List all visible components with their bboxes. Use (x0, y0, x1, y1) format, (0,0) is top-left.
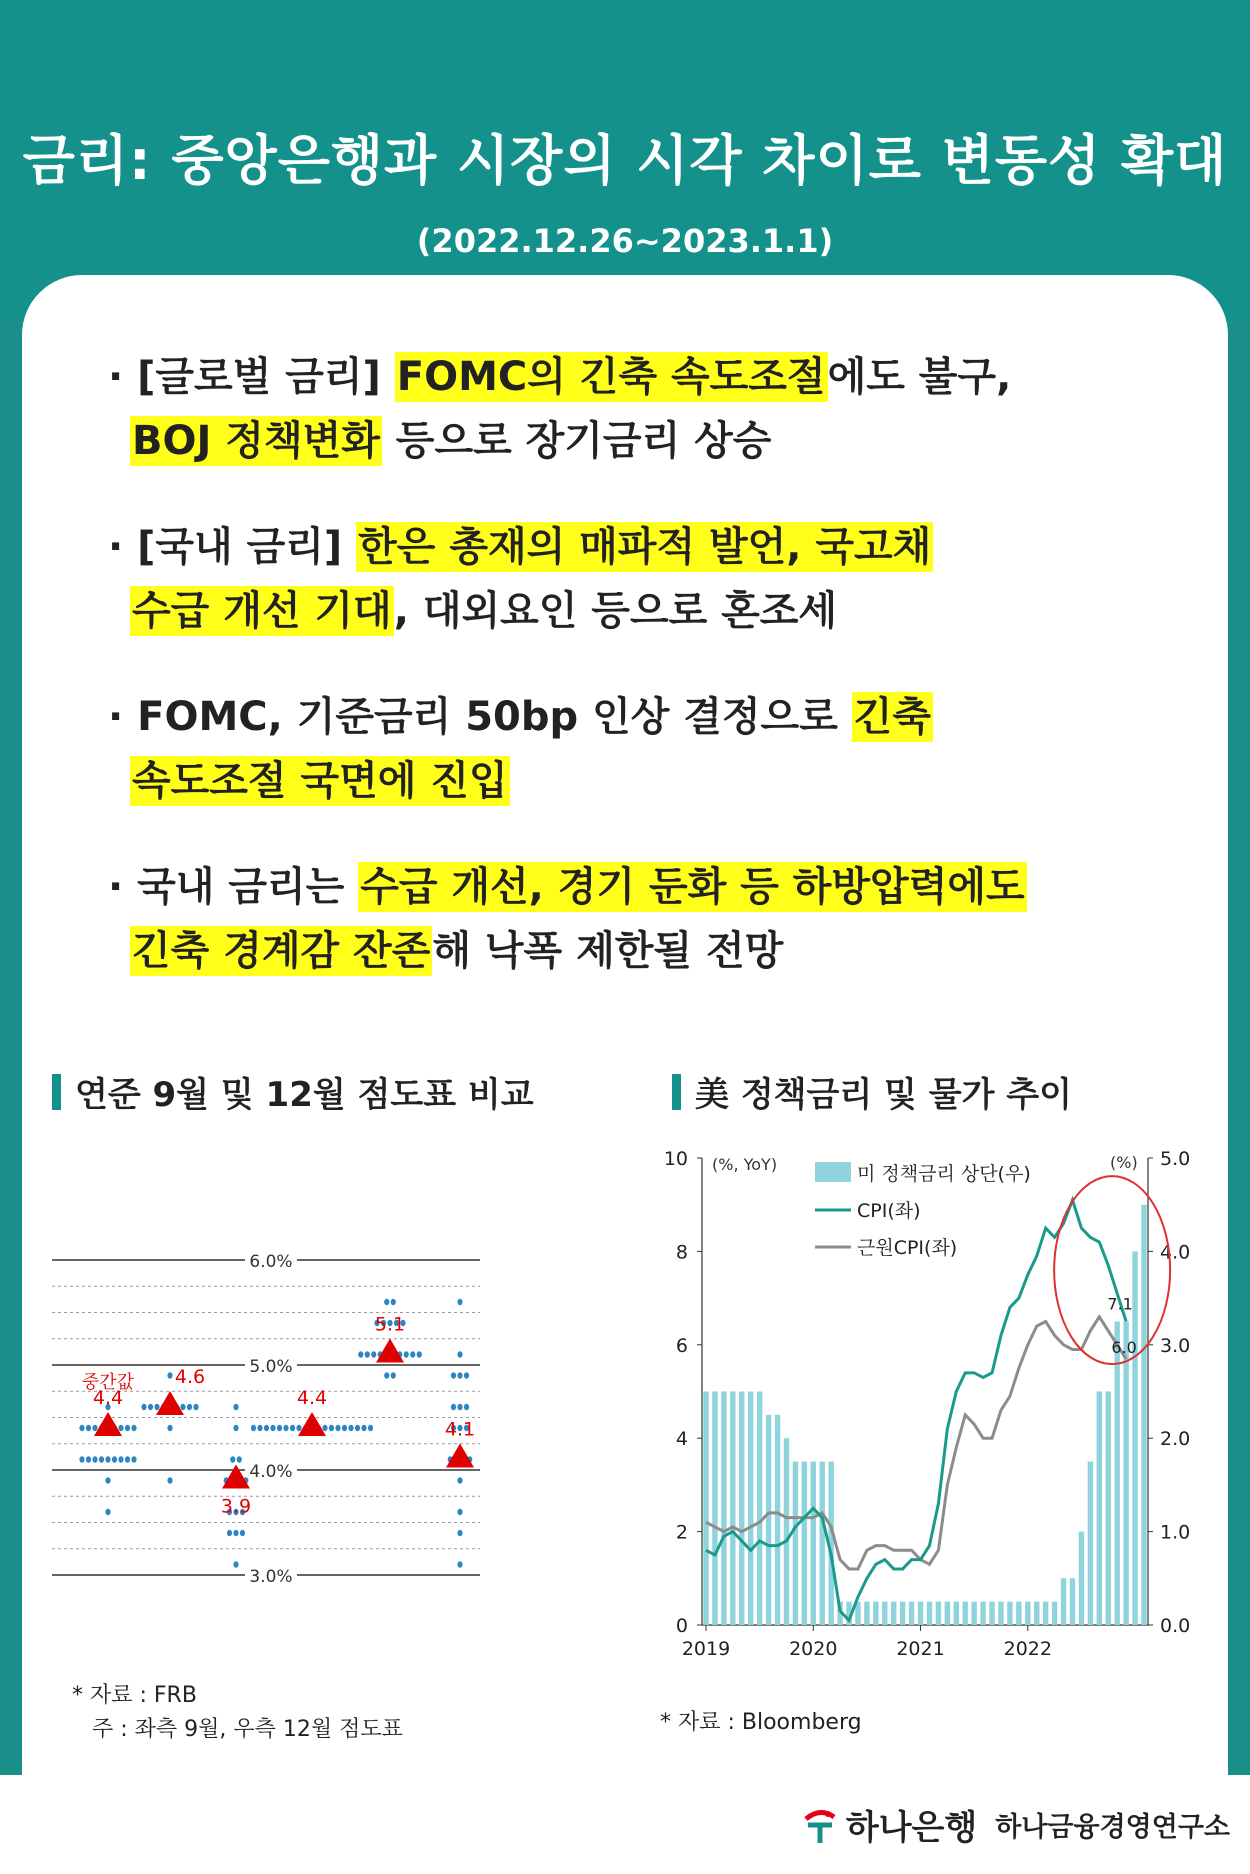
median-triangle (298, 1412, 326, 1436)
fomc-dot (105, 1477, 110, 1483)
fomc-dot (457, 1299, 462, 1305)
policy-rate-bar (1043, 1602, 1048, 1625)
fomc-dot (457, 1351, 462, 1357)
fomc-dot (384, 1372, 389, 1378)
fomc-dot (131, 1425, 136, 1431)
bullet-line (108, 855, 1168, 919)
fomc-dot (125, 1456, 130, 1462)
fomc-dot (105, 1509, 110, 1515)
fomc-dot (335, 1425, 340, 1431)
fomc-dot (86, 1425, 91, 1431)
policy-rate-bar (766, 1415, 771, 1625)
policy-rate-bar (971, 1602, 976, 1625)
policy-rate-bar (1070, 1578, 1075, 1625)
policy-rate-bar (1106, 1392, 1111, 1626)
policy-rate-bar (793, 1462, 798, 1625)
fomc-dot (391, 1372, 396, 1378)
fomc-dot (233, 1561, 238, 1567)
policy-rate-bar (757, 1392, 762, 1626)
policy-rate-bar (1088, 1462, 1093, 1625)
left-tick-label: 2 (675, 1521, 688, 1544)
bullet-list (108, 345, 1168, 1025)
median-value-label: 4.6 (174, 1366, 206, 1388)
fomc-dot (296, 1425, 301, 1431)
bullet-text: · [글로벌 금리] (108, 354, 395, 400)
fomc-dot (270, 1425, 275, 1431)
policy-rate-bar (730, 1392, 735, 1626)
bullet-line (108, 749, 1168, 813)
bullet-line (108, 579, 1168, 643)
rates-title-text: 美 정책금리 및 물가 추이 (695, 1075, 1072, 1115)
fomc-dot (290, 1425, 295, 1431)
left-tick-label: 0 (675, 1615, 688, 1637)
fomc-dot (277, 1425, 282, 1431)
fomc-dot (264, 1425, 269, 1431)
bullet-item (108, 345, 1168, 473)
median-value-label: 4.1 (444, 1418, 476, 1441)
dotplot-chart (40, 1170, 600, 1610)
fomc-dot (391, 1299, 396, 1305)
policy-rate-bar (1097, 1392, 1102, 1626)
right-tick-label: 0.0 (1160, 1615, 1191, 1637)
x-tick-label: 2022 (1003, 1638, 1052, 1660)
median-value-label: 4.4 (296, 1387, 328, 1409)
footer-logo (802, 1800, 1230, 1849)
hana-logo-icon (802, 1805, 838, 1845)
fomc-dot (457, 1530, 462, 1536)
dotplot-section-title (52, 1067, 534, 1116)
policy-rate-bar (900, 1602, 905, 1625)
bullet-line (108, 515, 1168, 579)
fomc-dot (457, 1404, 462, 1410)
x-tick-label: 2021 (896, 1638, 945, 1660)
fomc-dot (233, 1404, 238, 1410)
fomc-dot (112, 1456, 117, 1462)
policy-rate-bar (1016, 1602, 1021, 1625)
institute-name: 하나금융경영연구소 (995, 1812, 1230, 1843)
policy-rate-bar (891, 1602, 896, 1625)
legend-label: 근원CPI(좌) (857, 1237, 958, 1259)
policy-rate-bar (918, 1602, 923, 1625)
fomc-dot (358, 1351, 363, 1357)
policy-rate-bar (882, 1602, 887, 1625)
bullet-text: 해 낙폭 제한될 전망 (432, 928, 784, 974)
fomc-dot (79, 1425, 84, 1431)
policy-rate-bar (811, 1462, 816, 1625)
right-tick-label: 2.0 (1160, 1428, 1191, 1451)
fomc-dot (361, 1425, 366, 1431)
rates-chart (640, 1130, 1200, 1690)
fomc-dot (457, 1561, 462, 1567)
policy-rate-bar (1123, 1321, 1128, 1625)
fomc-dot (365, 1351, 370, 1357)
policy-rate-bar (936, 1602, 941, 1625)
page-subtitle: (2022.12.26~2023.1.1) (416, 222, 834, 260)
bullet-text: 에도 불구, (827, 354, 1012, 400)
fomc-dot (167, 1477, 172, 1483)
right-tick-label: 1.0 (1160, 1521, 1191, 1544)
fomc-dot (233, 1530, 238, 1536)
median-triangle (94, 1412, 122, 1436)
highlight-text: 수급 개선 기대 (132, 588, 392, 634)
fomc-dot (257, 1425, 262, 1431)
fomc-dot (251, 1425, 256, 1431)
median-caption: 중간값 (81, 1372, 135, 1393)
y-tick-label: 6.0% (249, 1252, 293, 1272)
policy-rate-bar (1007, 1602, 1012, 1625)
fomc-dot (417, 1351, 422, 1357)
policy-rate-bar (739, 1392, 744, 1626)
median-value-label: 4.4 (92, 1387, 124, 1409)
section-bar (672, 1074, 681, 1110)
median-triangle (376, 1339, 404, 1363)
policy-rate-bar (1052, 1602, 1057, 1625)
legend-swatch-bar (815, 1162, 851, 1182)
policy-rate-bar (927, 1602, 932, 1625)
policy-rate-bar (909, 1602, 914, 1625)
bank-name: 하나은행 (845, 1808, 978, 1848)
fomc-dot (348, 1425, 353, 1431)
fomc-dot (154, 1404, 159, 1410)
right-tick-label: 3.0 (1160, 1334, 1191, 1357)
policy-rate-bar (1114, 1321, 1119, 1625)
policy-rate-bar (864, 1602, 869, 1625)
fomc-dot (384, 1299, 389, 1305)
fomc-dot (105, 1456, 110, 1462)
annotation-label: 7.1 (1107, 1294, 1133, 1314)
policy-rate-bar (721, 1392, 726, 1626)
rates-section-title (672, 1067, 1072, 1116)
highlight-text: 긴축 경계감 잔존 (132, 928, 431, 974)
fomc-dot (92, 1425, 97, 1431)
fomc-dot (451, 1404, 456, 1410)
policy-rate-bar (873, 1602, 878, 1625)
policy-rate-bar (784, 1438, 789, 1625)
x-tick-label: 2020 (789, 1638, 838, 1660)
bullet-line (108, 409, 1168, 473)
fomc-dot (230, 1456, 235, 1462)
left-tick-label: 10 (663, 1148, 688, 1170)
fomc-dot (240, 1530, 245, 1536)
left-tick-label: 4 (675, 1428, 688, 1451)
fomc-dot (180, 1404, 185, 1410)
fomc-dot (464, 1404, 469, 1410)
dotplot-title-text: 연준 9월 및 12월 점도표 비교 (75, 1075, 534, 1115)
fomc-dot (283, 1425, 288, 1431)
median-triangle (156, 1391, 184, 1415)
fomc-dot (187, 1404, 192, 1410)
bullet-item (108, 515, 1168, 643)
bullet-text: · [국내 금리] (108, 524, 357, 570)
policy-rate-bar (775, 1415, 780, 1625)
highlight-text: 한은 총재의 매파적 발언, 국고채 (358, 524, 932, 570)
fomc-dot (329, 1425, 334, 1431)
policy-rate-bar (998, 1602, 1003, 1625)
highlight-text: 수급 개선, 경기 둔화 등 하방압력에도 (360, 864, 1025, 910)
fomc-dot (99, 1456, 104, 1462)
fomc-dot (125, 1425, 130, 1431)
highlight-text: 긴축 (853, 694, 932, 740)
bullet-line (108, 685, 1168, 749)
bullet-item (108, 855, 1168, 983)
fomc-dot (118, 1425, 123, 1431)
left-unit-label: (%, YoY) (712, 1155, 778, 1174)
policy-rate-bar (1061, 1578, 1066, 1625)
policy-rate-bar (703, 1392, 708, 1626)
bullet-line (108, 345, 1168, 409)
policy-rate-bar (954, 1602, 959, 1625)
y-tick-label: 4.0% (249, 1462, 293, 1482)
fomc-dot (322, 1425, 327, 1431)
bullet-text: · 국내 금리는 (108, 864, 359, 910)
policy-rate-bar (1132, 1251, 1137, 1625)
fomc-dot (355, 1425, 360, 1431)
policy-rate-bar (1079, 1532, 1084, 1625)
fomc-dot (92, 1456, 97, 1462)
rates-source: * 자료 : Bloomberg (660, 1710, 862, 1735)
x-tick-label: 2019 (681, 1638, 731, 1660)
fomc-dot (457, 1372, 462, 1378)
fomc-dot (451, 1372, 456, 1378)
fomc-dot (86, 1456, 91, 1462)
bullet-text: , 대외요인 등으로 혼조세 (393, 588, 838, 634)
y-tick-label: 5.0% (249, 1357, 293, 1377)
fomc-dot (167, 1372, 172, 1378)
fomc-dot (457, 1477, 462, 1483)
fomc-dot (371, 1351, 376, 1357)
bullet-text: · FOMC, 기준금리 50bp 인상 결정으로 (108, 694, 852, 740)
fomc-dot (193, 1404, 198, 1410)
fomc-dot (464, 1372, 469, 1378)
policy-rate-bar (963, 1602, 968, 1625)
legend-label: 미 정책금리 상단(우) (857, 1163, 1031, 1185)
policy-rate-bar (980, 1602, 985, 1625)
policy-rate-bar (989, 1602, 994, 1625)
highlight-text: BOJ 정책변화 (132, 418, 380, 464)
section-bar (52, 1074, 61, 1110)
fomc-dot (368, 1425, 373, 1431)
policy-rate-bar (748, 1392, 753, 1626)
left-tick-label: 8 (675, 1241, 688, 1264)
fomc-dot (457, 1509, 462, 1515)
dotplot-note: 주 : 좌측 9월, 우측 12월 점도표 (92, 1717, 403, 1742)
page-title: 금리: 중앙은행과 시장의 시각 차이로 변동성 확대 (22, 129, 1228, 192)
policy-rate-bar (1025, 1602, 1030, 1625)
legend-label: CPI(좌) (857, 1200, 921, 1222)
fomc-dot (410, 1351, 415, 1357)
median-value-label: 3.9 (220, 1495, 252, 1518)
fomc-dot (342, 1425, 347, 1431)
highlight-text: 속도조절 국면에 진입 (132, 758, 508, 804)
fomc-dot (79, 1456, 84, 1462)
fomc-dot (227, 1530, 232, 1536)
fomc-dot (131, 1456, 136, 1462)
fomc-dot (167, 1425, 172, 1431)
fomc-dot (141, 1404, 146, 1410)
policy-rate-bar (945, 1602, 950, 1625)
fomc-dot (118, 1456, 123, 1462)
right-tick-label: 5.0 (1160, 1148, 1191, 1170)
bullet-line (108, 919, 1168, 983)
fomc-dot (237, 1456, 242, 1462)
median-value-label: 5.1 (374, 1313, 406, 1336)
policy-rate-bar (819, 1462, 824, 1625)
policy-rate-bar (712, 1392, 717, 1626)
y-tick-label: 3.0% (249, 1567, 293, 1587)
dotplot-source: * 자료 : FRB (72, 1683, 197, 1708)
fomc-dot (148, 1404, 153, 1410)
median-triangle (446, 1444, 474, 1468)
right-unit-label: (%) (1110, 1153, 1138, 1172)
bullet-item (108, 685, 1168, 813)
fomc-dot (233, 1425, 238, 1431)
policy-rate-bar (1034, 1602, 1039, 1625)
left-tick-label: 6 (675, 1334, 688, 1357)
policy-rate-bar (802, 1462, 807, 1625)
right-tick-label: 4.0 (1160, 1241, 1191, 1264)
highlight-text: FOMC의 긴축 속도조절 (396, 354, 826, 400)
fomc-dot (404, 1351, 409, 1357)
policy-rate-bar (1141, 1205, 1146, 1625)
annotation-label: 6.0 (1111, 1337, 1137, 1357)
bullet-text: 등으로 장기금리 상승 (381, 418, 772, 464)
